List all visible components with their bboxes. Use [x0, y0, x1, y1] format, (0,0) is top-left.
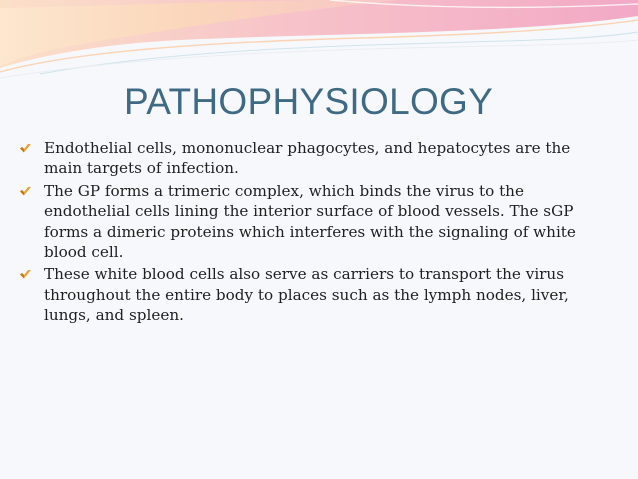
arrow-checkmark-bullet-icon: [19, 268, 32, 281]
header-swoosh-decoration: [0, 0, 638, 80]
slide-title: PATHOPHYSIOLOGY: [124, 81, 494, 122]
bullet-item: [19, 138, 619, 179]
bullet-line: lungs, and spleen.: [44, 306, 184, 325]
bullet-line: endothelial cells lining the interior surface of blood vessels. The sGP: [44, 202, 574, 221]
bullet-line: The GP forms a trimeric complex, which binds the virus to the: [44, 181, 524, 200]
arrow-checkmark-bullet-icon: [19, 185, 32, 198]
arrow-checkmark-bullet-icon: [19, 142, 32, 155]
bullet-line: throughout the entire body to places such as the lymph nodes, liver,: [44, 285, 569, 304]
bullet-line: These white blood cells also serve as carriers to transport the virus: [44, 265, 565, 284]
bullet-line: blood cell.: [44, 243, 124, 262]
bullet-list: [19, 138, 619, 328]
bullet-line: Endothelial cells, mononuclear phagocytes, and hepatocytes are the: [44, 139, 571, 157]
bullet-line: forms a dimeric proteins which interferes with the signaling of white: [44, 222, 576, 241]
bullet-item: [19, 181, 619, 263]
bullet-line: main targets of infection.: [44, 159, 239, 178]
bullet-item: [19, 264, 619, 325]
